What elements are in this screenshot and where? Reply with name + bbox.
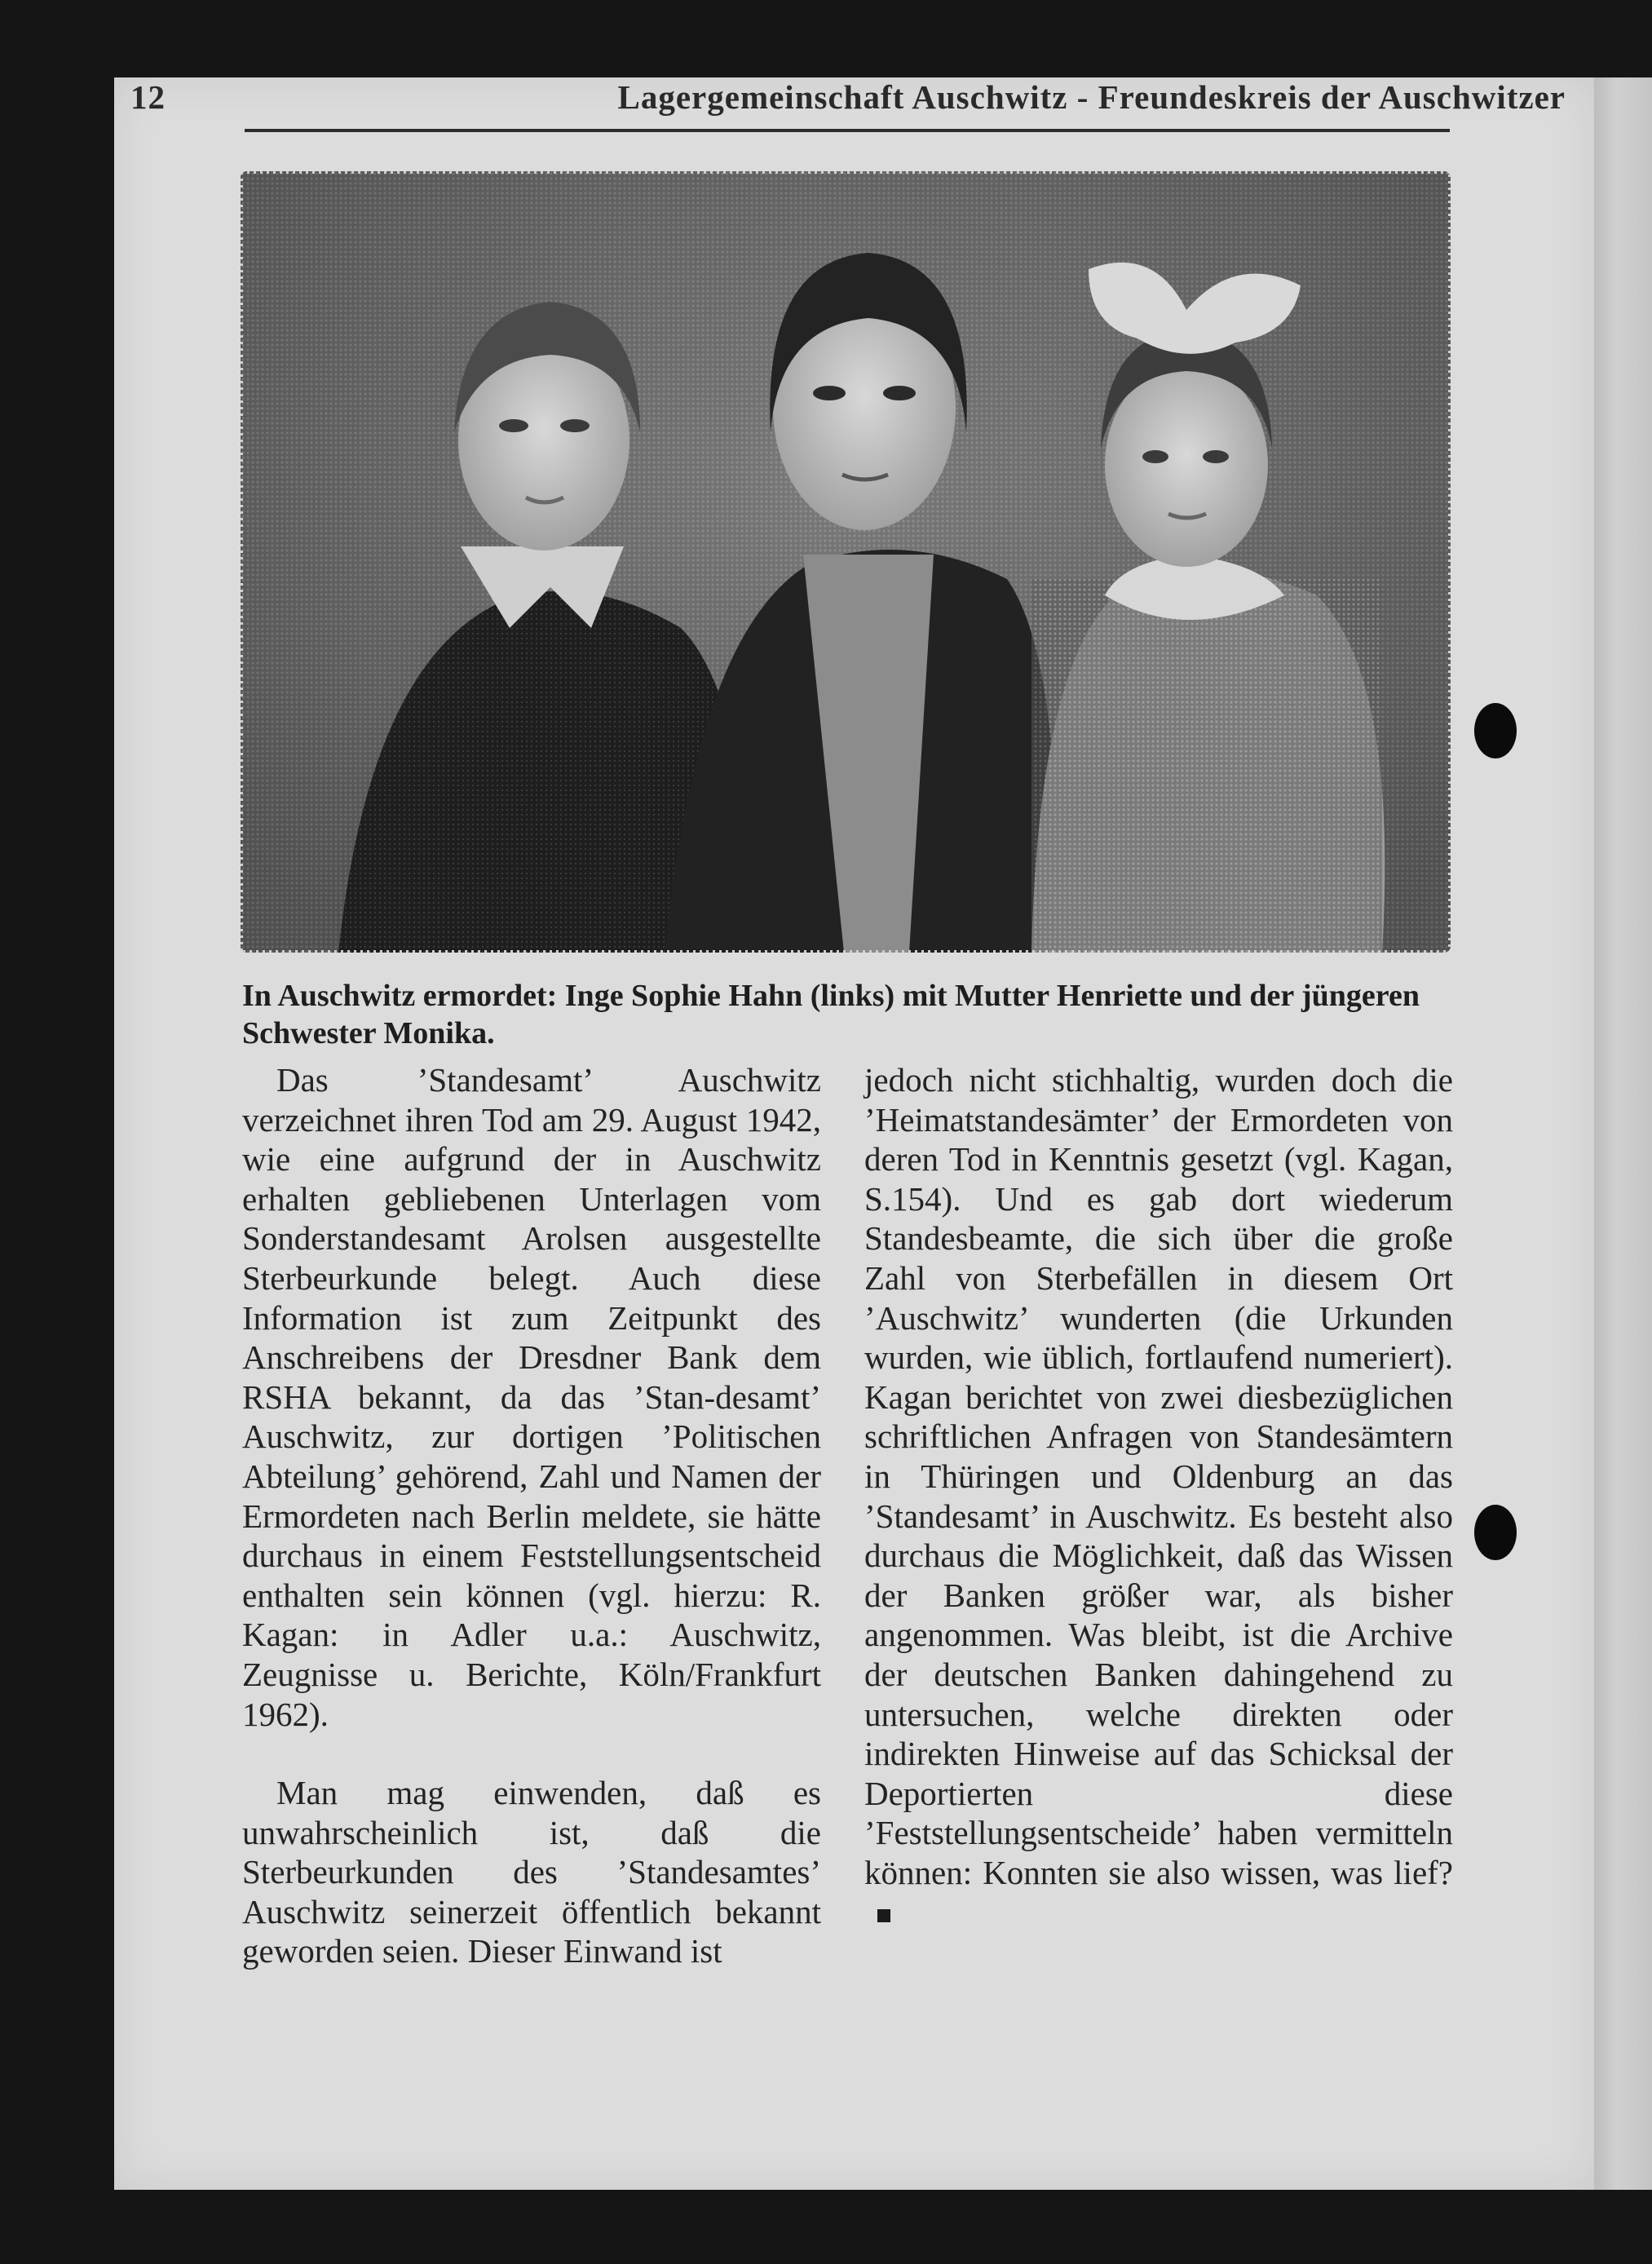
body-paragraph: Man mag einwenden, daß es unwahrscheinlich ist, daß die Sterbeurkunden des ’Standesamtes’ Auschwitz seinerzeit öffentlich bekannt geworden seien. Dieser Einwand ist [242,1774,821,1970]
photo-caption: In Auschwitz ermordet: Inge Sophie Hahn (links) mit Mutter Henriette und der jüngeren Schwester Monika. [242,979,1420,1050]
end-of-article-mark [877,1909,890,1922]
page-number: 12 [130,78,166,116]
portrait-illustration [241,171,1451,953]
body-paragraph [864,1060,1453,1932]
body-column-right [864,1060,1453,1932]
punch-hole-lower [1474,1505,1517,1560]
body-paragraph-text: jedoch nicht stichhaltig, wurden doch die ’Heimatstandesämter’ der Ermordeten von deren Tod in Kenntnis gesetzt (vgl. Kagan, S.154). Und es gab dort wiederum Standesbeamte, die sich über die große Zahl von Sterbefällen in diesem Ort ’Auschwitz’ wunderten (die Urkunden wurden, wie üblich, fortlaufend numeriert). Kagan berichtet von zwei diesbezüglichen schriftlichen Anfragen von Standesämtern in Thüringen und Oldenburg an das ’Standesamt’ in Auschwitz. Es besteht also durchaus die Möglichkeit, daß das Wissen der Banken größer war, als bisher angenommen. Was bleibt, ist die Archive der deutschen Banken dahingehend zu untersuchen, welche direkten oder indirekten Hinweise auf das Schicksal der Deportierten diese ’Feststellungsentscheide’ haben vermitteln können: Konnten sie also wissen, was lief? [864,1061,1453,1891]
portrait-photo [241,171,1451,953]
body-paragraph: Das ’Standesamt’ Auschwitz verzeichnet ihren Tod am 29. August 1942, wie eine aufgrund der in Auschwitz erhalten gebliebenen Unterlagen vom Sonderstandesamt Arolsen ausgestellte Sterbeurkunde belegt. Auch diese Information ist zum Zeitpunkt des Anschreibens der Dresdner Bank dem RSHA bekannt, da das ’Stan-desamt’ Auschwitz, zur dortigen ’Politischen Abteilung’ gehörend, Zahl und Namen der Ermordeten nach Berlin meldete, sie hätte durchaus in einem Feststellungsentscheid enthalten sein können (vgl. hierzu: R. Kagan: in Adler u.a.: Auschwitz, Zeugnisse u. Berichte, Köln/Frankfurt 1962). [242,1061,821,1733]
header-rule [245,129,1450,132]
body-column-left [242,1060,821,1971]
publication-title: Lagergemeinschaft Auschwitz - Freundeskreis der Auschwitzer [617,78,1566,116]
next-page-edge [1594,77,1652,2190]
punch-hole-upper [1474,703,1517,758]
